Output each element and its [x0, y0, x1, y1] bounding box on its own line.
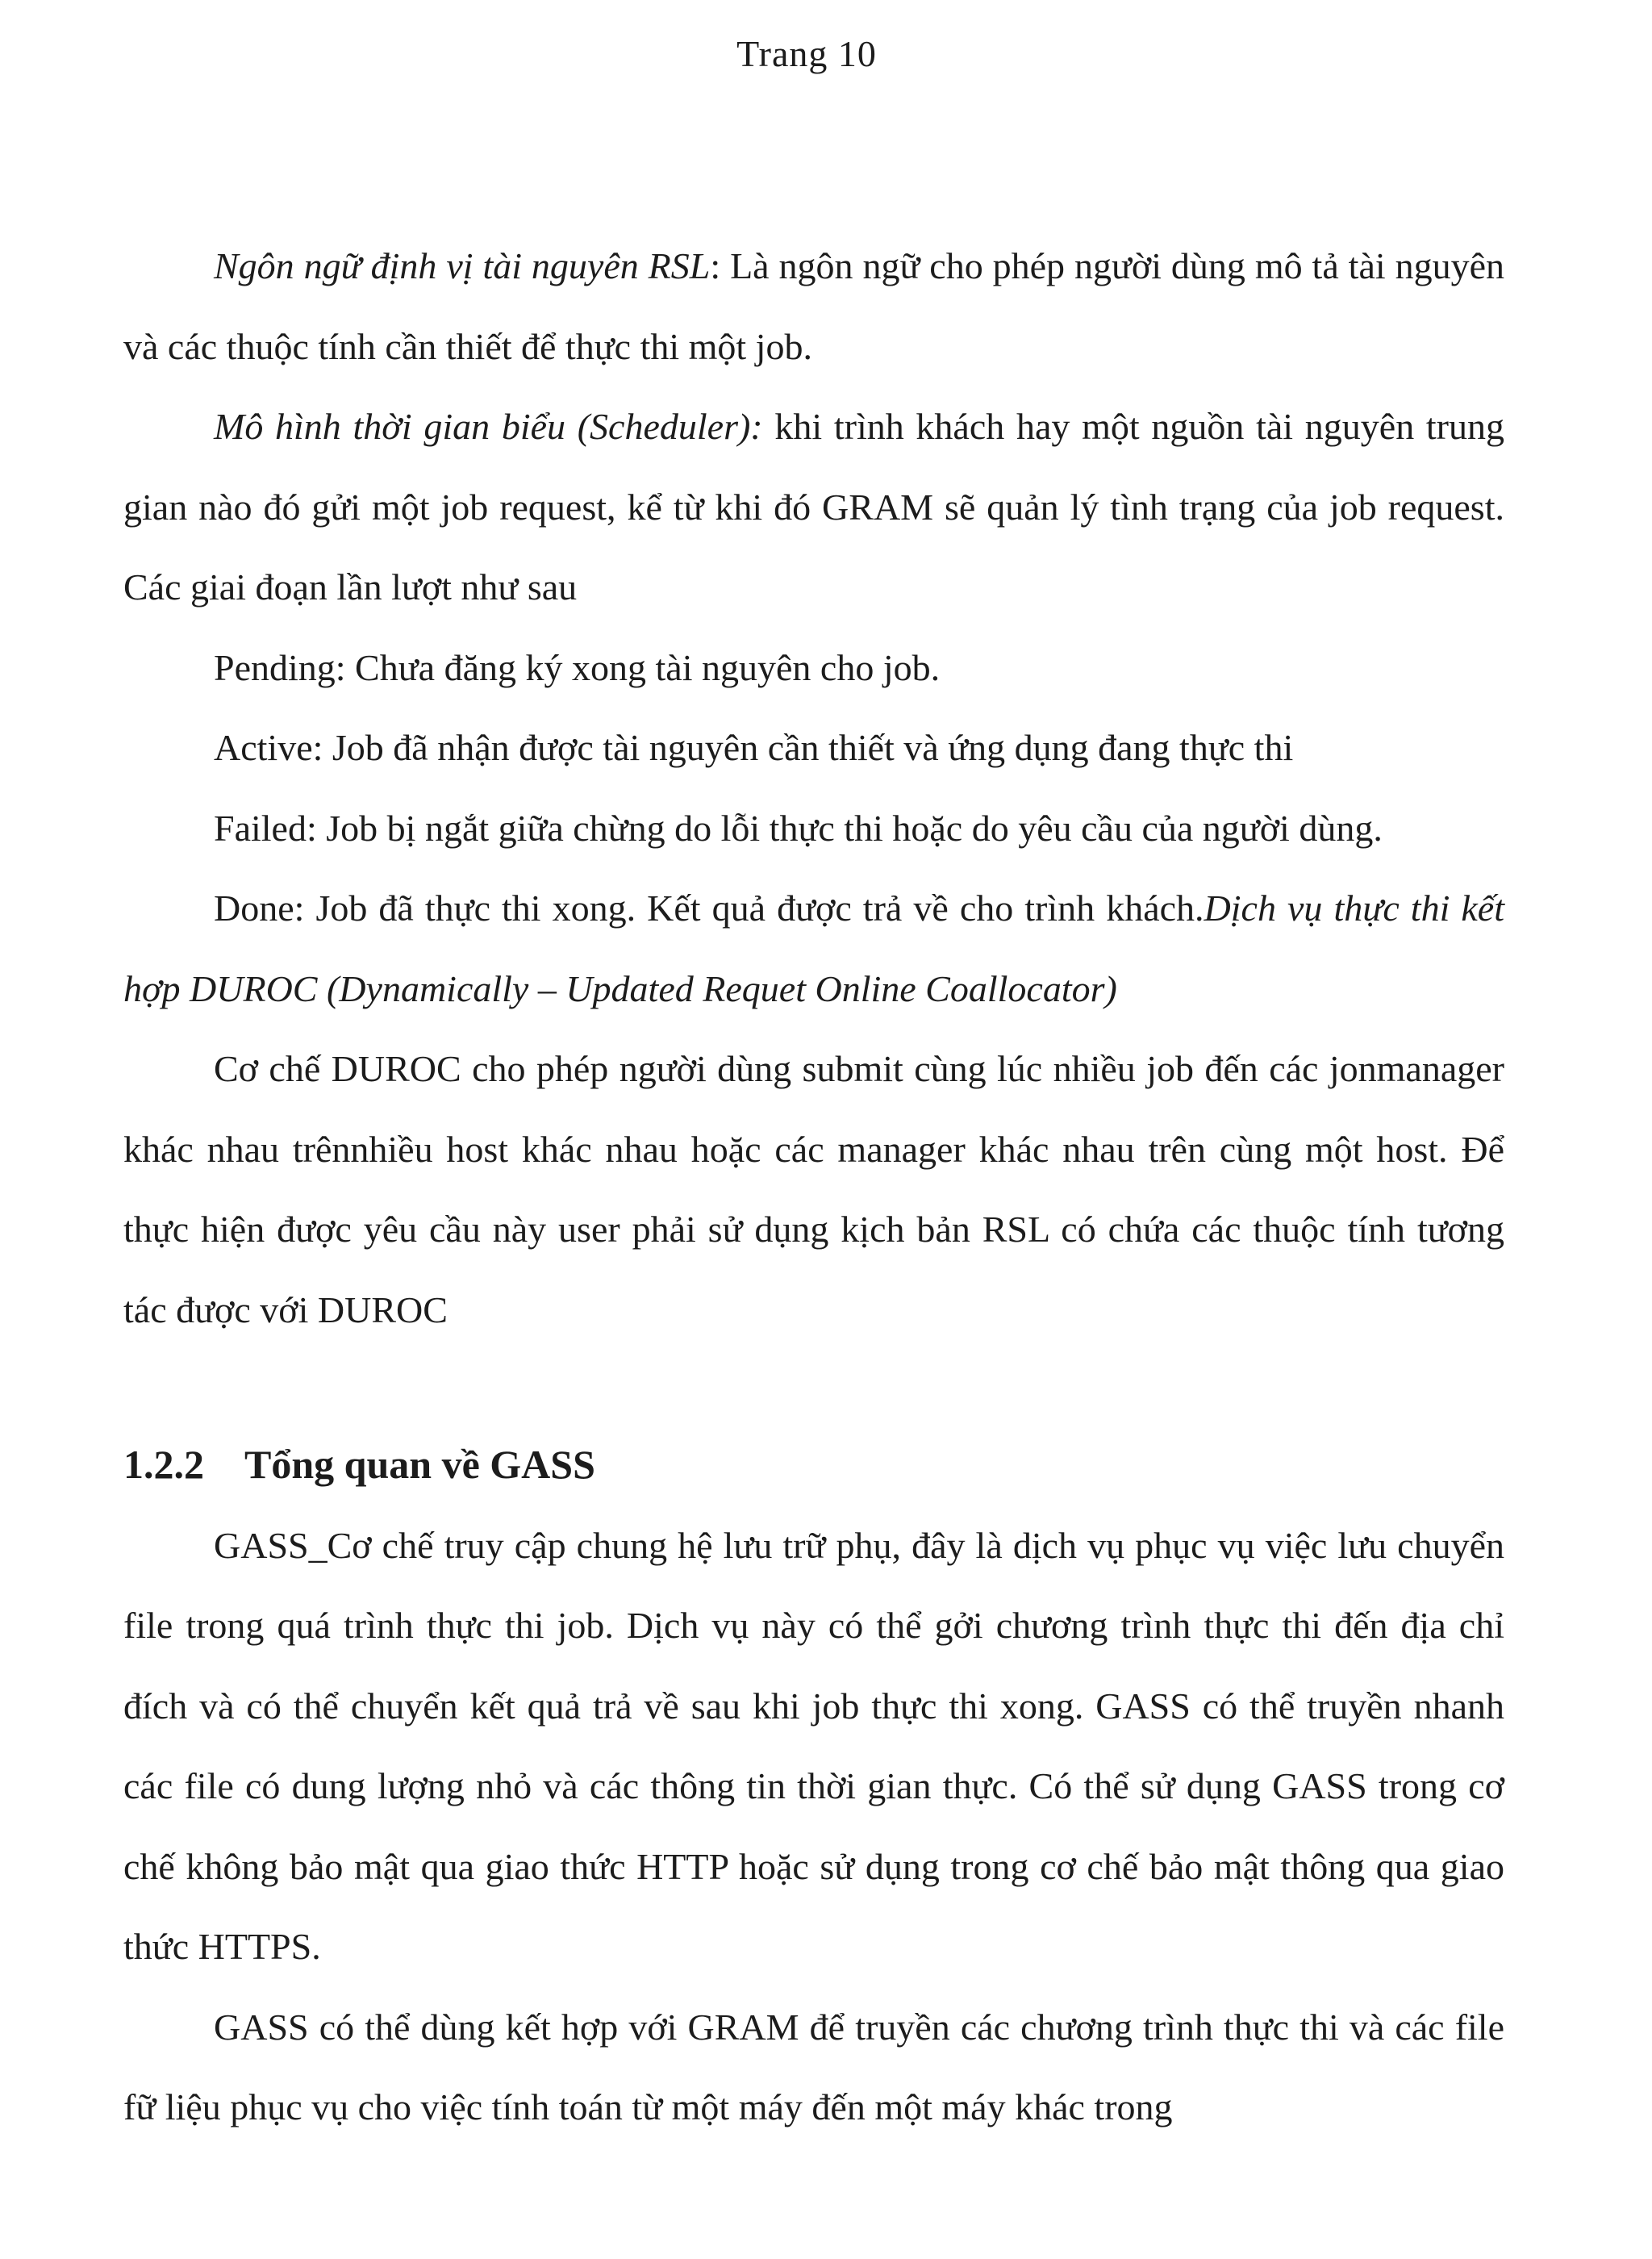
paragraph-pending: Pending: Chưa đăng ký xong tài nguyên cho job.	[214, 646, 941, 688]
page-header: Trang 10	[736, 33, 877, 74]
paragraph-scheduler	[123, 386, 1504, 628]
paragraph-done	[123, 868, 1504, 1029]
paragraph-rsl-text: Là ngôn ngữ cho phép người dùng mô tả tài nguyên và các thuộc tính cần thiết để thực thi một job.	[123, 245, 1504, 367]
document-body	[123, 226, 1504, 2148]
paragraph-done-text: Done: Job đã thực thi xong. Kết quả được trả về cho trình khách.	[214, 887, 1204, 929]
paragraph-gass-intro: GASS_Cơ chế truy cập chung hệ lưu trữ phụ, đây là dịch vụ phục vụ việc lưu chuyển file trong quá trình thực thi job. Dịch vụ này có thể gởi chương trình thực thi đến địa chỉ đích và có thể chuyển kết quả trả về sau khi job thực thi xong. GASS có thể truyền nhanh các file có dung lượng nhỏ và các thông tin thời gian thực. Có thể sử dụng GASS trong cơ chế không bảo mật qua giao thức HTTP hoặc sử dụng trong cơ chế bảo mật thông qua giao thức HTTPS.	[123, 1524, 1504, 1967]
paragraph-rsl	[123, 226, 1504, 386]
paragraph-duroc: Cơ chế DUROC cho phép người dùng submit cùng lúc nhiều job đến các jonmanager khác nhau trênnhiều host khác nhau hoặc các manager khác nhau trên cùng một host. Để thực hiện được yêu cầu này user phải sử dụng kịch bản RSL có chứa các thuộc tính tương tác được với DUROC	[123, 1048, 1504, 1330]
term-duroc: Dịch vụ thực thi kết hợp DUROC (Dynamically – Updated Requet Online Coallocator)	[123, 887, 1505, 1009]
paragraph-scheduler-text: khi trình khách hay một nguồn tài nguyên trung gian nào đó gửi một job request, kể từ khi đó GRAM sẽ quản lý tình trạng của job request. Các giai đoạn lần lượt như sau	[123, 406, 1505, 608]
term-rsl-colon: :	[710, 245, 721, 286]
term-rsl: Ngôn ngữ định vị tài nguyên RSL	[214, 245, 711, 286]
paragraph-failed: Failed: Job bị ngắt giữa chừng do lỗi thực thi hoặc do yêu cầu của người dùng.	[214, 807, 1383, 849]
term-scheduler: Mô hình thời gian biểu (Scheduler):	[214, 406, 763, 447]
paragraph-active: Active: Job đã nhận được tài nguyên cần thiết và ứng dụng đang thực thi	[214, 727, 1294, 768]
section-number: 1.2.2	[123, 1442, 204, 1487]
section-heading	[123, 1425, 1504, 1505]
section-title: Tổng quan về GASS	[244, 1442, 595, 1487]
paragraph-gass-gram: GASS có thể dùng kết hợp với GRAM để truyền các chương trình thực thi và các file fữ liệu phục vụ cho việc tính toán từ một máy đến một máy khác trong	[123, 2006, 1504, 2127]
